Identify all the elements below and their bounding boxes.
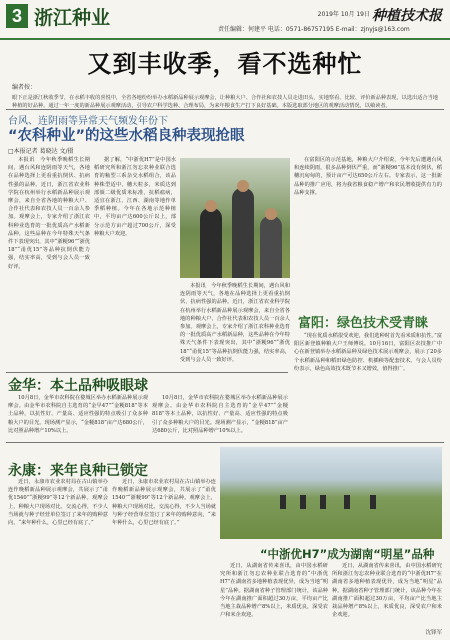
article-kicker: 台风、连阴雨等异常天气频发年份下 — [8, 116, 168, 127]
page-headline: 又到丰收季，看不选种忙 — [87, 50, 363, 78]
issue-date: 2019年 10月 19日 — [317, 11, 370, 18]
editor-note-label: 编者按： — [12, 84, 37, 91]
yongkang-headline: 永康：来年良种已锁定 — [8, 463, 148, 479]
article-paragraph: 据了解，“中浙优H7”是中国水稻研究所和浙江勿忘农种业联合选育的籼型三系杂交水稻组合，该品种株型适中，穗大粒多，米质达到部颁二级优质米标准，抗稻瘟病，适宜在浙江、江西、湖南等地作单季稻种植。今年在各地示范种植中，平均亩产达600公斤以上，部分示范方亩产超过700公斤，深受种粮大户欢迎。 — [94, 157, 176, 237]
article-paragraph: “现在优质水稻很受欢迎，我们选种时首先看米质和抗性。”富阳区新登镇种粮大户王师傅说。10月16日，富阳区农技推广中心在新登镇举办水稻新品种及绿色技术展示观摩会，展示了20多个水稻新品种和稻田绿色防控、机插秧等配套技术。与会人员纷纷表示，绿色高效技术既节本又增效，值得推广。 — [294, 333, 442, 372]
editor-contact: 责任编辑：何建平 电话：0571-86757195 E-mail：zjnyjs@163.com — [218, 26, 410, 33]
yongkang-body — [112, 478, 216, 634]
fuyang-headline: 富阳：绿色技术受青睐 — [298, 316, 429, 331]
article-headline: “农科种业”的这些水稻良种表现抢眼 — [8, 128, 245, 144]
fuyang-body — [294, 332, 442, 436]
article-paragraph: 本报讯 今年秋季晚稻生长期间，遇台风和连阴雨等天气，各地在品种选择上更看重抗倒伏、抗病性强的品种。近日，浙江省农业科学院在杭州举行水稻新品种展示观摩会，来自全省各地的种粮大户、合作社代表和农技人员一百余人参加。观摩会上，专家介绍了浙江农科种业选育的一批优质高产水稻新品种，这些品种在今年特殊天气条件下表现突出，其中“浙粳96”“浙优18”“甬优15”等品种抗倒伏能力强，结实率高，受到与会人员一致好评。 — [180, 283, 290, 363]
person-figure — [260, 216, 282, 278]
article-column — [8, 156, 90, 370]
article-column — [180, 282, 290, 370]
yongkang-body — [8, 478, 108, 634]
person-figure — [344, 495, 350, 509]
divider — [6, 372, 288, 373]
article-paragraph: 10月8日，金华市农科院在婺城区举办水稻新品种展示观摩会。由金华市农科院自主选育的“金早47”“金粳818”等本土品种，以抗性好、产量高、适应性强的特点吸引了众多种粮大户的目光。现场测产显示，“金粳818”亩产达680公斤，比对照品种增产10%以上。 — [152, 395, 288, 434]
field-photo — [180, 158, 290, 278]
article-paragraph: 近日，从湖南省传来喜讯，由中国水稻研究所和浙江勿忘农种业联合选育的“中浙优H7”在湖南省多地种植表现优异，成为当地“明星”品种。据湖南省种子管理部门统计，该品种今年在湖南推广面积超过30万亩，平均亩产比当地主栽品种增产8%以上，米质优良，深受农户和米企欢迎。 — [332, 563, 442, 619]
zhongzheyou-body — [332, 562, 442, 628]
article-paragraph: 本报讯 今年秋季晚稻生长期间，遇台风和连阴雨等天气，各地在品种选择上更看重抗倒伏、抗病性强的品种。近日，浙江省农业科学院在杭州举行水稻新品种展示观摩会，来自全省各地的种粮大户、合作社代表和农技人员一百余人参加。观摩会上，专家介绍了浙江农科种业选育的一批优质高产水稻新品种，这些品种在今年特殊天气条件下表现突出，其中“浙粳96”“浙优18”“甬优15”等品种抗倒伏能力强，结实率高，受到与会人员一致好评。 — [8, 157, 90, 270]
paddy-field-photo — [220, 447, 442, 539]
article-paragraph: 10月8日，金华市农科院在婺城区举办水稻新品种展示观摩会。由金华市农科院自主选育的“金早47”“金粳818”等本土品种，以抗性好、产量高、适应性强的特点吸引了众多种粮大户的目光。现场测产显示，“金粳818”亩产达680公斤，比对照品种增产10%以上。 — [8, 395, 148, 434]
masthead — [0, 0, 450, 40]
jinhua-body — [8, 394, 148, 456]
person-head — [237, 180, 249, 192]
article-paragraph: 近日，从湖南省传来喜讯，由中国水稻研究所和浙江勿忘农种业联合选育的“中浙优H7”在湖南省多地种植表现优异，成为当地“明星”品种。据湖南省种子管理部门统计，该品种今年在湖南推广面积超过30万亩，平均亩产比当地主栽品种增产8%以上，米质优良，深受农户和米企欢迎。 — [220, 563, 328, 619]
article-column — [94, 156, 176, 370]
article-paragraph: 近日，永康市农业农村局在古山镇举办连作晚稻新品种展示观摩会，共展示了“甬优1540”“浙粳99”等12个新品种。观摩会上，种粮大户现场对比、交流心得，不少人当场就与种子经营单位签订了来年的购种意向，“来年种什么，心里已经有底了。” — [8, 479, 108, 527]
person-figure — [200, 208, 222, 278]
person-figure — [232, 188, 254, 278]
person-head — [265, 208, 277, 220]
person-figure — [280, 495, 286, 509]
page-number: 3 — [6, 4, 28, 28]
article-paragraph: 在富阳区的示范基地，种粮大户介绍说，今年先后遭遇台风和连续阴雨，很多品种倒伏严重，而“浙粳96”基本没有倒伏，稻穗沉甸甸的，预计亩产可达650公斤左右。专家表示，这一批新品种的推广应用，将为我省粮食稳产增产和农民增收提供有力的品种支撑。 — [294, 157, 442, 196]
person-figure — [320, 495, 326, 509]
divider — [6, 109, 444, 110]
zhongzheyou-body — [220, 562, 328, 636]
zhongzheyou-headline: “中浙优H7”成为湖南“明星”品种 — [260, 547, 435, 561]
jinhua-headline: 金华：本土品种吸眼球 — [8, 378, 148, 394]
article-column — [294, 156, 442, 306]
person-head — [205, 200, 217, 212]
person-figure — [300, 495, 306, 509]
article-paragraph: 近日，永康市农业农村局在古山镇举办连作晚稻新品种展示观摩会，共展示了“甬优1540”“浙粳99”等12个新品种。观摩会上，种粮大户现场对比、交流心得，不少人当场就与种子经营单位签订了来年的购种意向，“来年种什么，心里已经有底了。” — [112, 479, 216, 527]
newspaper-name: 种植技术报 — [372, 8, 442, 24]
article-byline: □本报记者 葛晓达 文/摄 — [8, 148, 74, 155]
author-credit: 沈锋军 — [425, 630, 442, 636]
person-figure — [370, 495, 376, 509]
divider — [6, 442, 444, 443]
editor-note-body: 眼下正是浙江秋收季节，在水稻丰收的喜悦中，全省各地纷纷举办水稻新品种展示观摩会，让种粮大户、合作社和农技人员走进田头，实地察看、比较、评价新品种表现，以选出适合当地种植的好品种。通过一年一度的新品种展示观摩活动，引导农户科学选种、合理布局，为来年粮食生产打下良好基础。本版选取部分地区的观摩活动情况，以飨读者。 — [12, 95, 438, 110]
section-title: 浙江种业 — [34, 7, 111, 29]
